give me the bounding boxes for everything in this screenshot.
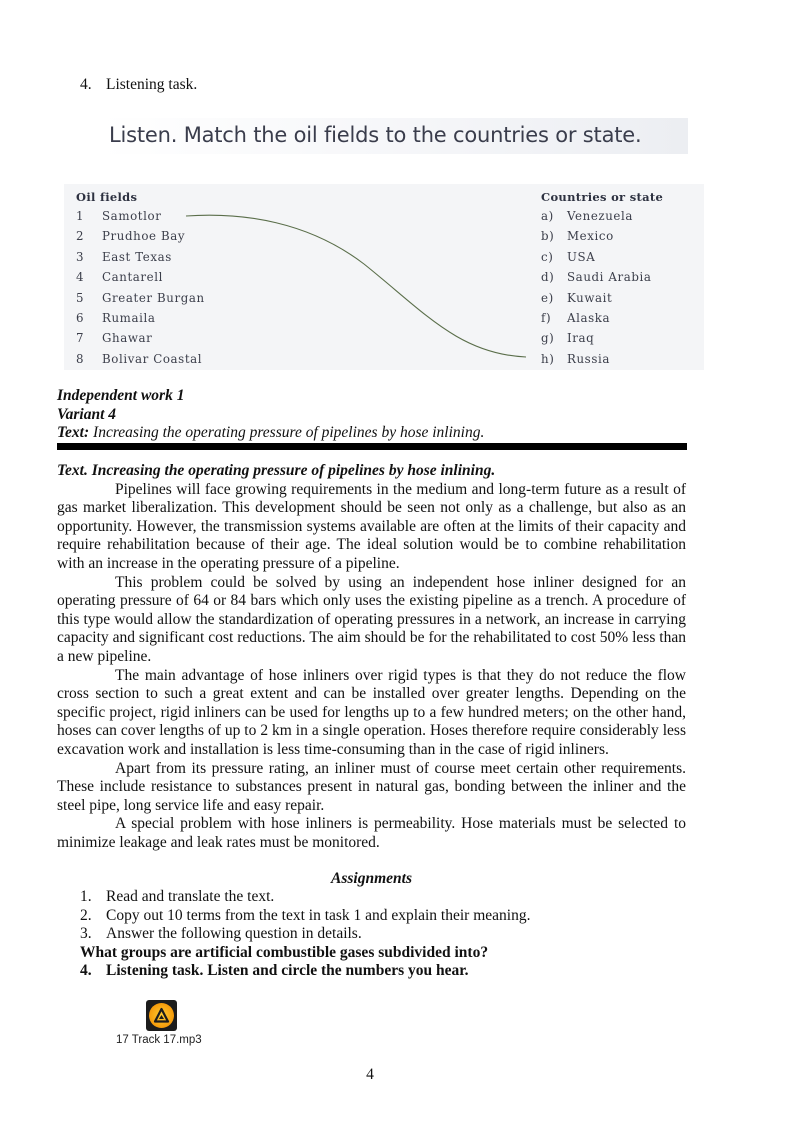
- top-listening-task: [80, 76, 197, 94]
- country-letter: a): [541, 209, 554, 223]
- oil-field-name: Ghawar: [102, 331, 153, 346]
- country-item: [541, 270, 652, 284]
- oil-field-number: 2: [76, 229, 85, 244]
- oil-field-item: [76, 352, 202, 366]
- assignment-question: What groups are artificial combustible gases subdivided into?: [80, 944, 489, 961]
- paragraph: This problem could be solved by using an independent hose inliner designed for an operating pressure of 64 or 84 bars which only uses the existing pipeline as a trench. A procedure of this type would allow the standardization of operating pressures in a network, an increase in carrying capacity and significant cost reductions. The aim should be for the rehabilitated to cost 50% less than a new pipeline.: [57, 573, 686, 665]
- text-reference: Text: Increasing the operating pressure of pipelines by hose inlining.: [57, 424, 485, 441]
- country-item: [541, 209, 633, 223]
- oil-field-item: [76, 209, 161, 223]
- paragraph: Pipelines will face growing requirements in the medium and long-term future as a result of gas market liberalization. This development should be seen not only as a challenge, but also as an opportunity. However, the transmission systems available are often at the limits of their capacity and require rehabilitation because of their age. The ideal solution would be to combine rehabilitation with an increase in the operating pressure of a pipeline.: [57, 480, 686, 572]
- oil-field-item: [76, 331, 152, 345]
- country-letter: b): [541, 229, 555, 244]
- oil-field-number: 6: [76, 311, 85, 325]
- audio-file-icon[interactable]: [146, 1000, 177, 1031]
- oil-fields-header: Oil fields: [76, 190, 138, 204]
- oil-field-number: 8: [76, 351, 85, 366]
- listen-instruction-banner: Listen. Match the oil fields to the countries or state.: [100, 118, 688, 154]
- country-item: [541, 331, 594, 345]
- oil-field-number: 5: [76, 290, 85, 305]
- play-triangle-icon: [153, 1007, 170, 1024]
- country-item: [541, 352, 610, 366]
- assignment-item: 1. Read and translate the text.: [80, 888, 275, 905]
- country-letter: f): [541, 311, 552, 325]
- independent-work-title: Independent work 1: [57, 387, 185, 404]
- assignment-item: 3. Answer the following question in details.: [80, 925, 362, 942]
- oil-field-item: [76, 229, 185, 243]
- country-letter: e): [541, 290, 554, 305]
- divider-bar: [57, 443, 687, 450]
- oil-field-name: Greater Burgan: [102, 290, 205, 305]
- country-letter: g): [541, 331, 555, 346]
- country-letter: c): [541, 249, 554, 264]
- oil-field-name: Samotlor: [102, 209, 162, 223]
- oil-field-name: East Texas: [102, 249, 172, 264]
- countries-header: Countries or state: [541, 190, 664, 204]
- country-name: Venezuela: [567, 209, 633, 223]
- oil-field-name: Rumaila: [102, 311, 156, 325]
- oil-field-name: Bolivar Coastal: [102, 351, 203, 366]
- assignment-item: 4. Listening task. Listen and circle the numbers you hear.: [80, 962, 469, 979]
- country-item: [541, 291, 612, 305]
- oil-field-number: 1: [76, 209, 85, 223]
- country-name: Russia: [567, 351, 610, 366]
- match-line: [186, 215, 526, 357]
- variant-label: Variant 4: [57, 406, 117, 423]
- oil-field-number: 4: [76, 270, 85, 285]
- assignment-item: 2. Copy out 10 terms from the text in task 1 and explain their meaning.: [80, 907, 531, 924]
- country-item: [541, 250, 595, 264]
- article-title: Text. Increasing the operating pressure of pipelines by hose inlining.: [57, 462, 496, 479]
- matching-exercise: [64, 184, 704, 370]
- country-name: USA: [567, 249, 596, 264]
- assignments-title: Assignments: [331, 870, 412, 887]
- paragraph: A special problem with hose inliners is permeability. Hose materials must be selected to minimize leakage and leak rates must be monitored.: [57, 815, 686, 851]
- oil-field-item: [76, 311, 155, 325]
- page-number: 4: [366, 1066, 374, 1083]
- oil-field-name: Prudhoe Bay: [102, 229, 186, 244]
- country-name: Alaska: [567, 311, 611, 325]
- country-item: [541, 311, 610, 325]
- article: [57, 462, 686, 852]
- country-name: Kuwait: [567, 290, 613, 305]
- country-name: Saudi Arabia: [567, 270, 652, 285]
- oil-field-item: [76, 270, 163, 284]
- oil-field-item: [76, 291, 205, 305]
- country-letter: d): [541, 270, 555, 285]
- oil-field-number: 3: [76, 249, 85, 264]
- oil-field-item: [76, 250, 172, 264]
- country-name: Iraq: [567, 331, 595, 346]
- task-label: Listening task.: [106, 76, 198, 93]
- country-item: [541, 229, 614, 243]
- audio-file-label[interactable]: 17 Track 17.mp3: [116, 1034, 202, 1046]
- oil-field-name: Cantarell: [102, 270, 163, 285]
- paragraph: The main advantage of hose inliners over rigid types is that they do not reduce the flow cross section to such a great extent and can be installed over greater lengths. Depending on the specific project, rigid inliners can be used for lengths up to a few hundred meters; on the other hand, hoses can cover lengths of up to 2 km in a single operation. Hoses therefore require considerably less excavation work and installation is less time-consuming than in the case of rigid inliners.: [57, 666, 686, 758]
- paragraph: Apart from its pressure rating, an inliner must of course meet certain other requirements. These include resistance to substances present in natural gas, bonding between the inliner and the steel pipe, long service life and easy repair.: [57, 759, 686, 814]
- oil-field-number: 7: [76, 331, 85, 346]
- country-letter: h): [541, 351, 555, 366]
- task-number: 4.: [80, 76, 92, 93]
- country-name: Mexico: [567, 229, 614, 244]
